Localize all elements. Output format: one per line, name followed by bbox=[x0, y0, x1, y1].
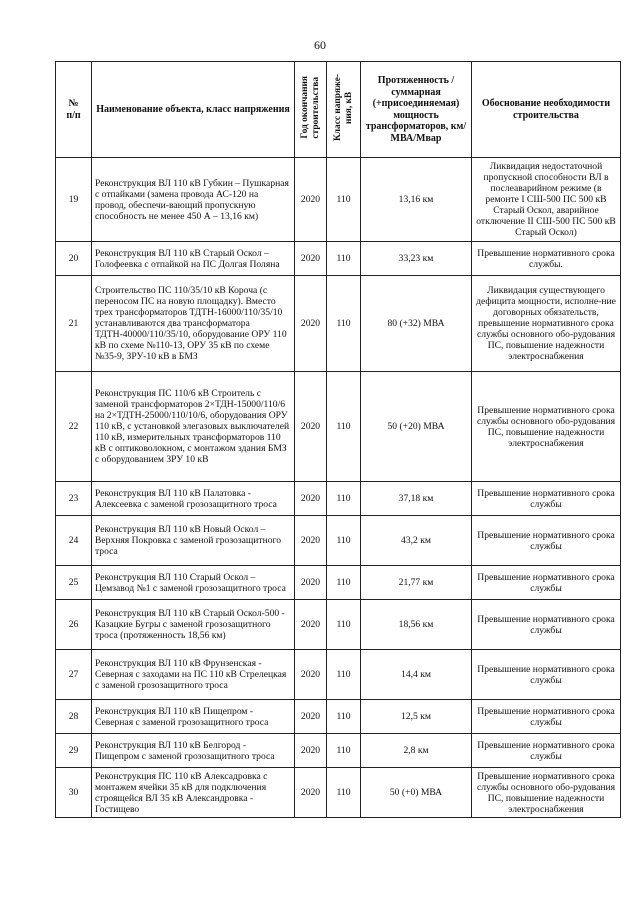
table-row bbox=[56, 600, 621, 650]
table-row bbox=[56, 242, 621, 276]
capacity-value: 50 (+20) МВА bbox=[361, 372, 472, 482]
construction-reason: Превышение нормативного срока службы. bbox=[472, 242, 621, 276]
header-name: Наименование объекта, класс напряжения bbox=[92, 62, 295, 158]
row-number: 26 bbox=[56, 600, 92, 650]
table-row bbox=[56, 516, 621, 566]
row-number: 22 bbox=[56, 372, 92, 482]
construction-reason: Превышение нормативного срока службы основного обо-рудования ПС, повышение надежности электроснабжения bbox=[472, 768, 621, 818]
capacity-value: 37,18 км bbox=[361, 482, 472, 516]
row-number: 21 bbox=[56, 276, 92, 372]
construction-reason: Превышение нормативного срока службы bbox=[472, 734, 621, 768]
row-number: 23 bbox=[56, 482, 92, 516]
completion-year: 2020 bbox=[295, 372, 327, 482]
object-name: Реконструкция ВЛ 110 Старый Оскол – Цемзавод №1 с заменой грозозащитного троса bbox=[92, 566, 295, 600]
completion-year: 2020 bbox=[295, 566, 327, 600]
voltage-class: 110 bbox=[327, 372, 361, 482]
completion-year: 2020 bbox=[295, 242, 327, 276]
construction-reason: Превышение нормативного срока службы bbox=[472, 566, 621, 600]
completion-year: 2020 bbox=[295, 276, 327, 372]
voltage-class: 110 bbox=[327, 276, 361, 372]
completion-year: 2020 bbox=[295, 482, 327, 516]
capacity-value: 21,77 км bbox=[361, 566, 472, 600]
construction-reason: Превышение нормативного срока службы основного обо-рудования ПС, повышение надежности электроснабжения bbox=[472, 372, 621, 482]
header-year: Год окончания строительства bbox=[295, 62, 327, 158]
voltage-class: 110 bbox=[327, 242, 361, 276]
header-voltage: Класс напряже- ния, кВ bbox=[327, 62, 361, 158]
row-number: 27 bbox=[56, 650, 92, 700]
table-row bbox=[56, 276, 621, 372]
table-row bbox=[56, 650, 621, 700]
row-number: 29 bbox=[56, 734, 92, 768]
construction-reason: Ликвидация существующего дефицита мощности, исполне-ние договорных обязательств, превышение нормативного срока службы основного обо-рудования ПС, повышение надежности электроснабжения bbox=[472, 276, 621, 372]
row-number: 30 bbox=[56, 768, 92, 818]
row-number: 24 bbox=[56, 516, 92, 566]
capacity-value: 43,2 км bbox=[361, 516, 472, 566]
object-name: Реконструкция ВЛ 110 кВ Фрунзенская - Северная с заходами на ПС 110 кВ Стрелецкая с заменой грозозащитного троса bbox=[92, 650, 295, 700]
object-name: Реконструкция ПС 110/6 кВ Строитель с заменой трансформаторов 2×ТДН-15000/110/6 на 2×ТДТН-25000/110/10/6, оборудования ОРУ 110 кВ, с установкой элегазовых выключателей 110 кВ, измерительных трансформаторов 110 кВ с оптиковолокном, с монтажом здания БМЗ с оборудованием ЗРУ 10 кВ bbox=[92, 372, 295, 482]
completion-year: 2020 bbox=[295, 700, 327, 734]
header-num: № п/п bbox=[56, 62, 92, 158]
table-row bbox=[56, 482, 621, 516]
header-row bbox=[56, 62, 621, 158]
voltage-class: 110 bbox=[327, 482, 361, 516]
table-row bbox=[56, 734, 621, 768]
object-name: Реконструкция ВЛ 110 кВ Губкин – Пушкарная с отпайками (замена провода АС-120 на провод, обеспечи-вающий пропускную способность не менее 450 А – 13,16 км) bbox=[92, 158, 295, 242]
capacity-value: 12,5 км bbox=[361, 700, 472, 734]
voltage-class: 110 bbox=[327, 566, 361, 600]
construction-reason: Ликвидация недостаточной пропускной способности ВЛ в послеаварийном режиме (в ремонте I СШ-500 ПС 500 кВ Старый Оскол, аварийное отключение II СШ-500 ПС 500 кВ Старый Оскол) bbox=[472, 158, 621, 242]
completion-year: 2020 bbox=[295, 600, 327, 650]
objects-table bbox=[55, 61, 621, 818]
capacity-value: 18,56 км bbox=[361, 600, 472, 650]
object-name: Реконструкция ВЛ 110 кВ Новый Оскол – Верхняя Покровка с заменой грозозащитного троса bbox=[92, 516, 295, 566]
header-capacity: Протяженность / суммарная (+присоединяемая) мощность трансформаторов, км/МВА/Мвар bbox=[361, 62, 472, 158]
construction-reason: Превышение нормативного срока службы bbox=[472, 650, 621, 700]
object-name: Реконструкция ВЛ 110 кВ Старый Оскол – Голофеевка с отпайкой на ПС Долгая Поляна bbox=[92, 242, 295, 276]
capacity-value: 33,23 км bbox=[361, 242, 472, 276]
header-reason: Обоснование необходимости строительства bbox=[472, 62, 621, 158]
row-number: 20 bbox=[56, 242, 92, 276]
row-number: 25 bbox=[56, 566, 92, 600]
construction-reason: Превышение нормативного срока службы bbox=[472, 700, 621, 734]
row-number: 28 bbox=[56, 700, 92, 734]
row-number: 19 bbox=[56, 158, 92, 242]
object-name: Реконструкция ВЛ 110 кВ Старый Оскол-500 - Казацкие Бугры с заменой грозозащитного троса (протяженность 18,56 км) bbox=[92, 600, 295, 650]
table-row bbox=[56, 158, 621, 242]
capacity-value: 2,8 км bbox=[361, 734, 472, 768]
object-name: Реконструкция ВЛ 110 кВ Белгород - Пищепром с заменой грозозащитного троса bbox=[92, 734, 295, 768]
capacity-value: 80 (+32) МВА bbox=[361, 276, 472, 372]
voltage-class: 110 bbox=[327, 158, 361, 242]
table-row bbox=[56, 700, 621, 734]
completion-year: 2020 bbox=[295, 650, 327, 700]
voltage-class: 110 bbox=[327, 768, 361, 818]
object-name: Реконструкция ВЛ 110 кВ Палатовка - Алексеевка с заменой грозозащитного троса bbox=[92, 482, 295, 516]
object-name: Строительство ПС 110/35/10 кВ Короча (с переносом ПС на новую площадку). Вместо трех трансформаторов ТДТН-16000/110/35/10 устанавливаются два трансформатора ТДТН-40000/110/35/10, оборудование ОРУ 110 кВ по схеме №110-13, ОРУ 35 кВ по схеме №35-9, ЗРУ-10 кВ в БМЗ bbox=[92, 276, 295, 372]
completion-year: 2020 bbox=[295, 768, 327, 818]
construction-reason: Превышение нормативного срока службы bbox=[472, 516, 621, 566]
table-row bbox=[56, 768, 621, 818]
completion-year: 2020 bbox=[295, 516, 327, 566]
construction-reason: Превышение нормативного срока службы bbox=[472, 482, 621, 516]
voltage-class: 110 bbox=[327, 700, 361, 734]
capacity-value: 13,16 км bbox=[361, 158, 472, 242]
voltage-class: 110 bbox=[327, 516, 361, 566]
object-name: Реконструкция ПС 110 кВ Алексадровка с монтажем ячейки 35 кВ для подключения строящейся ВЛ 35 кВ Александровка - Гостищево bbox=[92, 768, 295, 818]
table-row bbox=[56, 372, 621, 482]
construction-reason: Превышение нормативного срока службы bbox=[472, 600, 621, 650]
table-row bbox=[56, 566, 621, 600]
capacity-value: 50 (+0) МВА bbox=[361, 768, 472, 818]
voltage-class: 110 bbox=[327, 600, 361, 650]
page-number: 60 bbox=[314, 38, 326, 52]
object-name: Реконструкция ВЛ 110 кВ Пищепром - Северная с заменой грозозащитного троса bbox=[92, 700, 295, 734]
completion-year: 2020 bbox=[295, 158, 327, 242]
completion-year: 2020 bbox=[295, 734, 327, 768]
capacity-value: 14,4 км bbox=[361, 650, 472, 700]
voltage-class: 110 bbox=[327, 650, 361, 700]
voltage-class: 110 bbox=[327, 734, 361, 768]
